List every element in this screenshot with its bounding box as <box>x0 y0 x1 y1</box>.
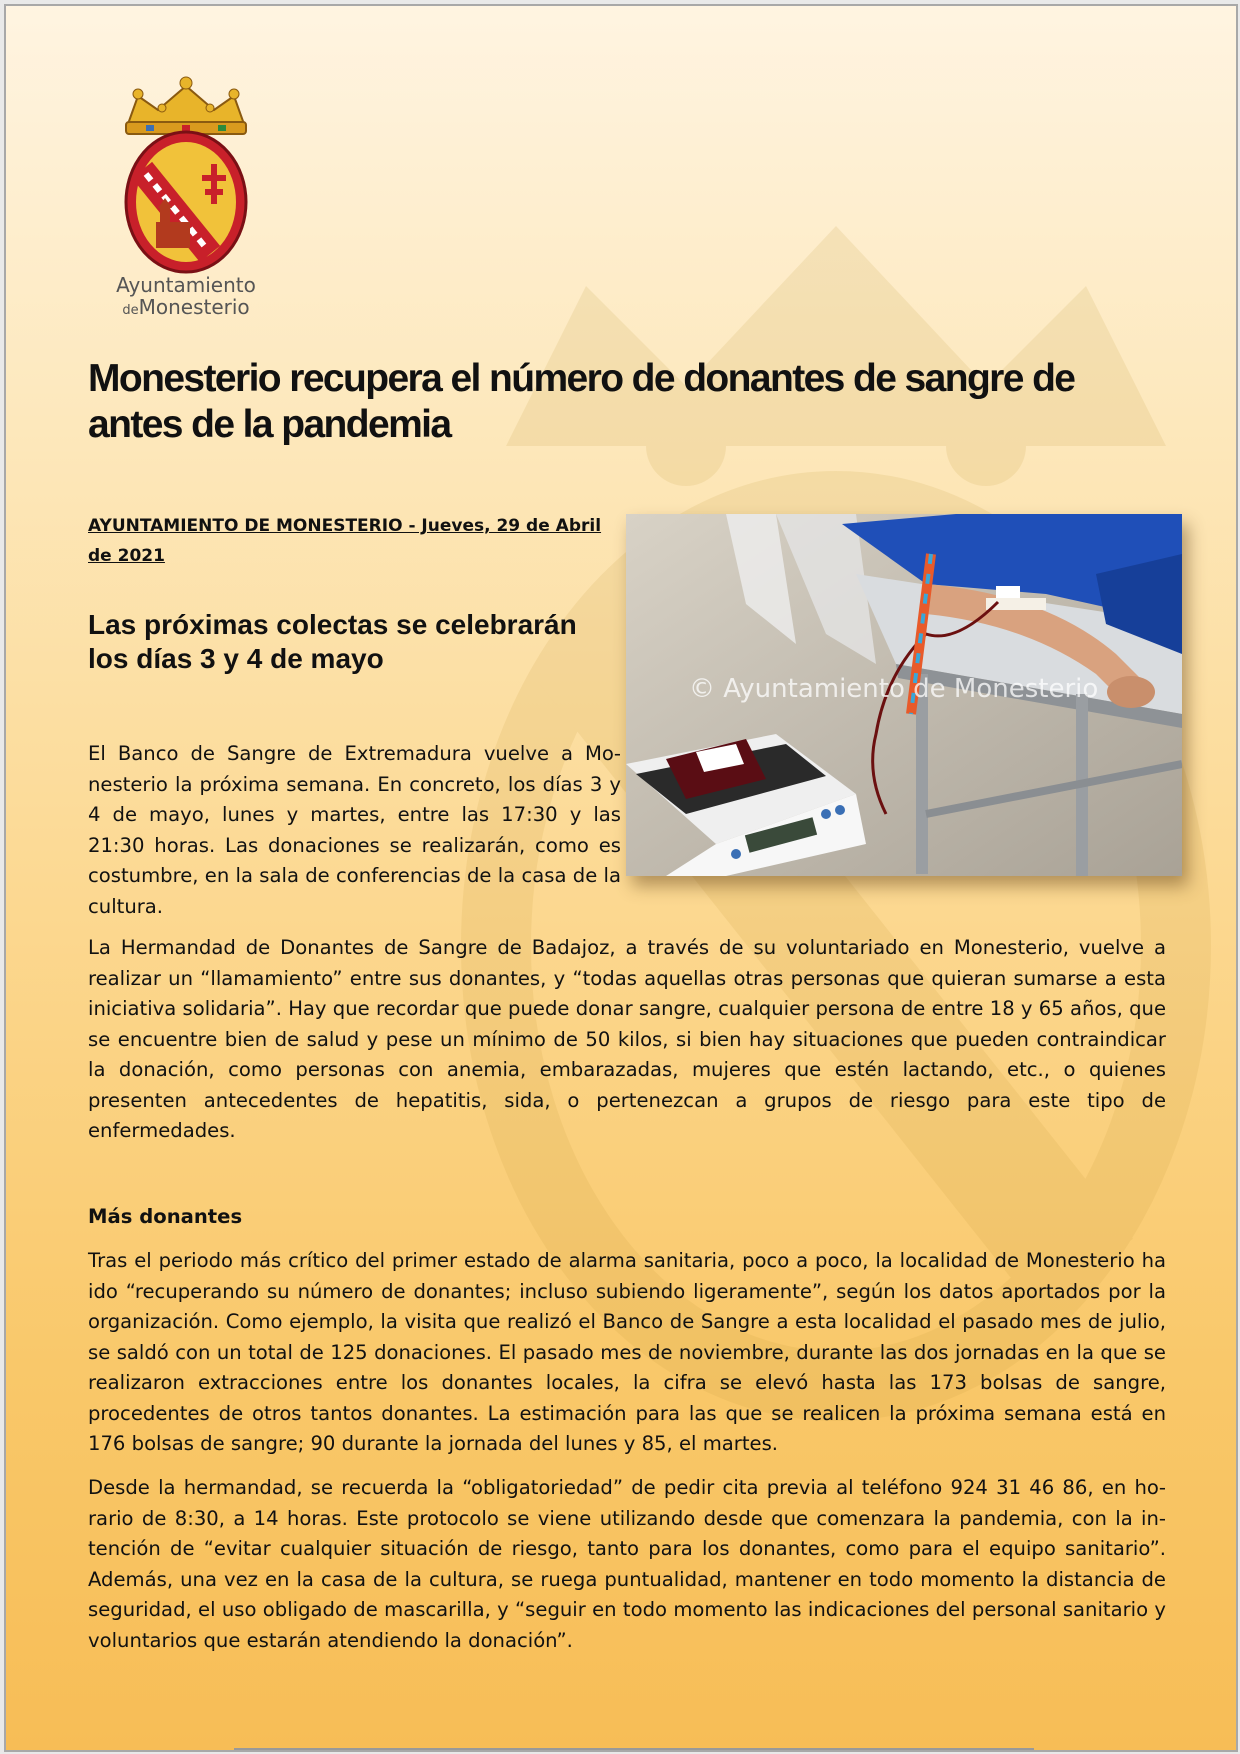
paragraph-3: Tras el periodo más crítico del primer estado de alarma sanitaria, poco a poco, la localidad de Monesterio ha ido “recuperando su número de donantes; incluso subiendo ligeramente”, según los datos aportados por la organización. Como ejemplo, la visita que realizó el Banco de Sangre a esta localidad el pasado mes de julio, se saldó con un total de 125 donaciones. El pasado mes de noviembre, durante las dos jornadas en la que se realizaron extracciones entre los donantes locales, la cifra se elevó hasta las 173 bolsas de sangre, procedentes de otros tantos donantes. La estimación para las que se realicen la próxima semana está en 176 bolsas de sangre; 90 durante la jornada del lunes y 85, el martes. <box>88 1249 1166 1455</box>
section-heading: Más donantes <box>88 1205 243 1228</box>
logo-line-2-main: Monesterio <box>138 295 250 319</box>
article-byline: AYUNTAMIENTO DE MONESTERIO - Jueves, 29 de Abril de 2021 <box>88 516 602 566</box>
paragraph-1: El Banco de Sangre de Extremadura vuelve a Monesterio la próxima semana. En concreto, los días 3 y 4 de mayo, lunes y martes, entre las 17:30 y las 21:30 horas. Las donaciones se realizarán, como es costumbre, en la sala de conferencias de la casa de la cultura. <box>88 742 621 918</box>
article-subtitle: Las próximas colectas se celebrarán los días 3 y 4 de mayo <box>88 609 577 674</box>
logo-line-2-small: de <box>122 303 139 318</box>
paragraph-4: Desde la hermandad, se recuerda la “obligatoriedad” de pedir cita previa al teléfono 924 31 46 86, en horario de 8:30, a 14 horas. Este protocolo se viene utilizando desde que comenzara la pandemia, con la intención de “evitar cualquier situación de riesgo, tanto para los donantes, como para el equipo sanitario”. Además, una vez en la casa de la cultura, se ruega puntualidad, mantener en todo momento la distancia de seguridad, el uso obligado de mascarilla, y “seguir en todo momento las indicaciones del personal sanitario y voluntarios que estarán atendiendo la donación”. <box>88 1476 1166 1652</box>
logo-caption <box>106 274 266 322</box>
document-page <box>4 4 1238 1752</box>
footer-divider <box>234 1748 1034 1750</box>
blood-donation-photo <box>626 514 1182 876</box>
paragraph-2: La Hermandad de Donantes de Sangre de Badajoz, a través de su voluntariado en Monesterio, vuelve a realizar un “llamamiento” entre sus donantes, y “todas aquellas otras personas que quieran sumarse a esta iniciativa solidaria”. Hay que recordar que puede donar sangre, cualquier persona de entre 18 y 65 años, que se encuentre bien de salud y pese un mínimo de 50 kilos, si bien hay situaciones que pueden contraindicar la donación, como personas con anemia, embarazadas, mujeres que estén lactando, etc., o quienes presenten antecedentes de hepatitis, sida, o pertenezcan a grupos de riesgo para este tipo de enfermedades. <box>88 936 1166 1142</box>
photo-watermark-text: © Ayuntamiento de Monesterio <box>689 674 1099 704</box>
article-title: Monesterio recupera el número de donantes de sangre de antes de la pandemia <box>88 357 1075 446</box>
logo-line-1: Ayuntamiento <box>116 273 256 297</box>
logo-line-2 <box>106 296 266 322</box>
